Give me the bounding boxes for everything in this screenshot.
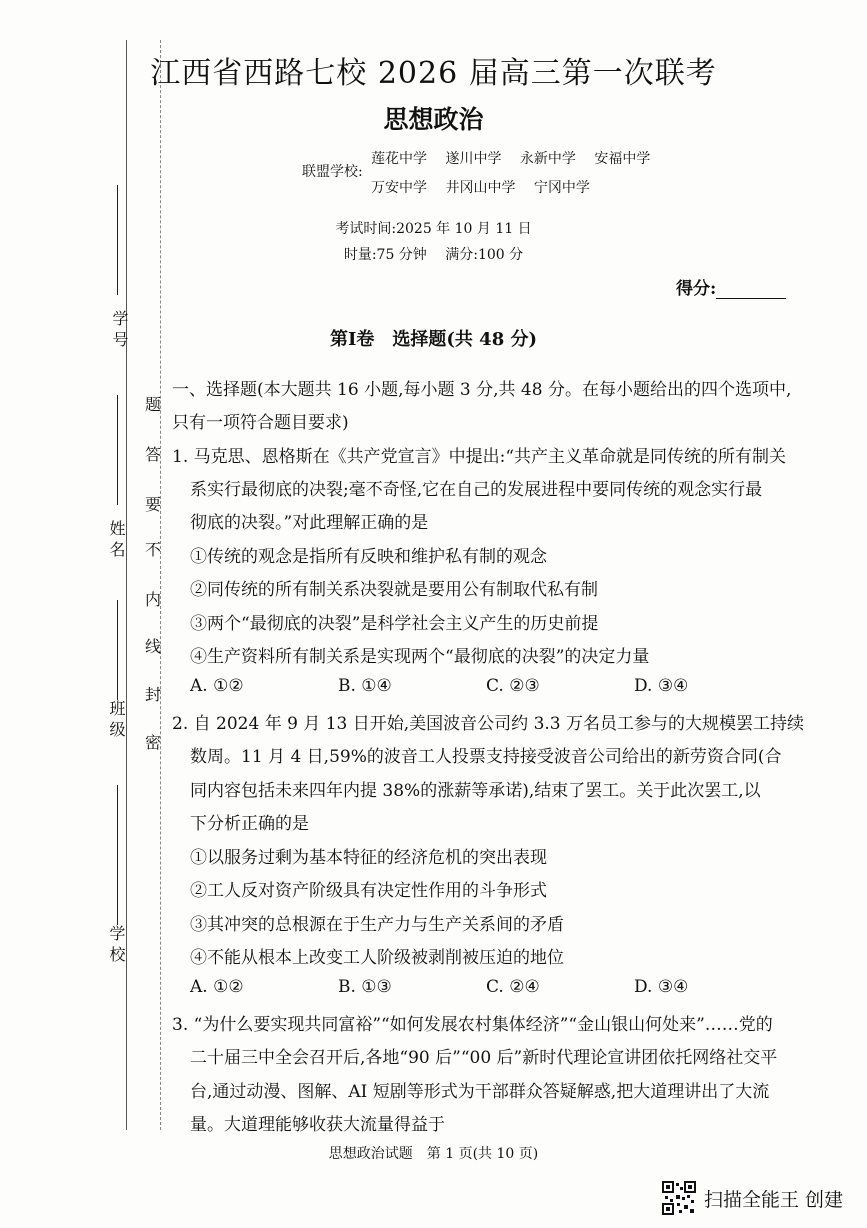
student-id-label: 学 号: [110, 310, 129, 348]
class-field[interactable]: [117, 600, 118, 700]
q1-option-d[interactable]: D. ③④: [634, 676, 689, 696]
school-field[interactable]: [117, 785, 118, 925]
score-blank[interactable]: [716, 282, 786, 299]
q1-item: ③两个“最彻底的决裂”是科学社会主义产生的历史前提: [190, 614, 599, 634]
q3-stem: 台,通过动漫、图解、AI 短剧等形式为干部群众答疑解惑,把大道理讲出了大流: [190, 1082, 770, 1102]
scanner-watermark: [662, 1181, 843, 1215]
name-label: 姓 名: [107, 520, 126, 558]
page-footer: 思想政治试题 第 1 页(共 10 页): [328, 1146, 539, 1162]
q1-option-b[interactable]: B. ①④: [338, 676, 392, 696]
q1-item: ①传统的观念是指所有反映和维护私有制的观念: [190, 547, 547, 567]
binding-line-dashed: [160, 40, 161, 1130]
q1-item: ④生产资料所有制关系是实现两个“最彻底的决裂”的决定力量: [190, 647, 650, 667]
q2-stem: 数周。11 月 4 日,59%的波音工人投票支持接受波音公司给出的新劳资合同(合: [190, 747, 782, 767]
q1-item: ②同传统的所有制关系决裂就是要用公有制取代私有制: [190, 580, 598, 600]
exam-time: 考试时间:2025 年 10 月 11 日: [335, 221, 532, 237]
school-label: 学 校: [107, 925, 126, 963]
q1-option-a[interactable]: A. ①②: [190, 676, 244, 696]
score-box: [676, 274, 786, 299]
q2-stem: 2. 自 2024 年 9 月 13 日开始,美国波音公司约 3.3 万名员工参与的大规模罢工持续: [172, 714, 805, 734]
score-label: 得分:: [676, 279, 717, 299]
exam-title: 江西省西路七校 2026 届高三第一次联考: [150, 56, 717, 91]
class-label: 班 级: [107, 700, 126, 738]
q1-stem: 系实行最彻底的决裂;毫不奇怪,它在自己的发展进程中要同传统的观念实行最: [190, 480, 763, 500]
seal-char: 题: [144, 395, 161, 414]
section-title: 第Ⅰ卷 选择题(共 48 分): [329, 329, 538, 350]
q2-option-a[interactable]: A. ①②: [190, 977, 244, 997]
instruction-line: 只有一项符合题目要求): [172, 413, 349, 433]
q2-options: [190, 977, 782, 997]
q2-option-b[interactable]: B. ①③: [338, 977, 392, 997]
schools-label: 联盟学校:: [302, 164, 363, 180]
scanner-text: 扫描全能王 创建: [703, 1188, 843, 1211]
q2-stem: 同内容包括未来四年内提 38%的涨薪等承诺),结束了罢工。关于此次罢工,以: [190, 781, 761, 801]
q2-stem: 下分析正确的是: [190, 814, 309, 834]
name-field[interactable]: [117, 395, 118, 505]
seal-char: 内: [144, 590, 161, 609]
seal-char: 不: [144, 540, 161, 559]
seal-char: 封: [144, 685, 161, 704]
q3-stem: 二十届三中全会召开后,各地“90 后”“00 后”新时代理论宣讲团依托网络社交平: [190, 1048, 778, 1068]
q1-options: [190, 676, 782, 696]
binding-line-solid: [126, 40, 127, 1130]
schools-row-1: 莲花中学 遂川中学 永新中学 安福中学: [371, 151, 651, 167]
seal-char: 密: [144, 733, 161, 752]
q2-item: ④不能从根本上改变工人阶级被剥削被压迫的地位: [190, 948, 564, 968]
seal-char: 要: [144, 495, 161, 514]
schools-row-2: 万安中学 井冈山中学 宁冈中学: [371, 180, 590, 196]
q1-stem: 彻底的决裂。”对此理解正确的是: [190, 513, 429, 533]
qr-code-icon: [662, 1181, 696, 1215]
q3-stem: 3. “为什么要实现共同富裕”“如何发展农村集体经济”“金山银山何处来”……党的: [172, 1015, 773, 1035]
q3-stem: 量。大道理能够收获大流量得益于: [190, 1115, 445, 1135]
instruction-line: 一、选择题(本大题共 16 小题,每小题 3 分,共 48 分。在每小题给出的四个选项中,: [172, 380, 792, 400]
q2-item: ①以服务过剩为基本特征的经济危机的突出表现: [190, 848, 547, 868]
q2-item: ③其冲突的总根源在于生产力与生产关系间的矛盾: [190, 915, 564, 935]
q1-stem: 1. 马克思、恩格斯在《共产党宣言》中提出:“共产主义革命就是同传统的所有制关: [172, 447, 787, 467]
q2-option-c[interactable]: C. ②④: [486, 977, 540, 997]
seal-char: 答: [144, 445, 161, 464]
exam-duration: 时量:75 分钟 满分:100 分: [343, 247, 524, 263]
subject-title: 思想政治: [383, 105, 484, 134]
q2-item: ②工人反对资产阶级具有决定性作用的斗争形式: [190, 881, 547, 901]
seal-char: 线: [144, 637, 161, 656]
q2-option-d[interactable]: D. ③④: [634, 977, 689, 997]
q1-option-c[interactable]: C. ②③: [486, 676, 540, 696]
student-id-field[interactable]: [117, 185, 118, 295]
